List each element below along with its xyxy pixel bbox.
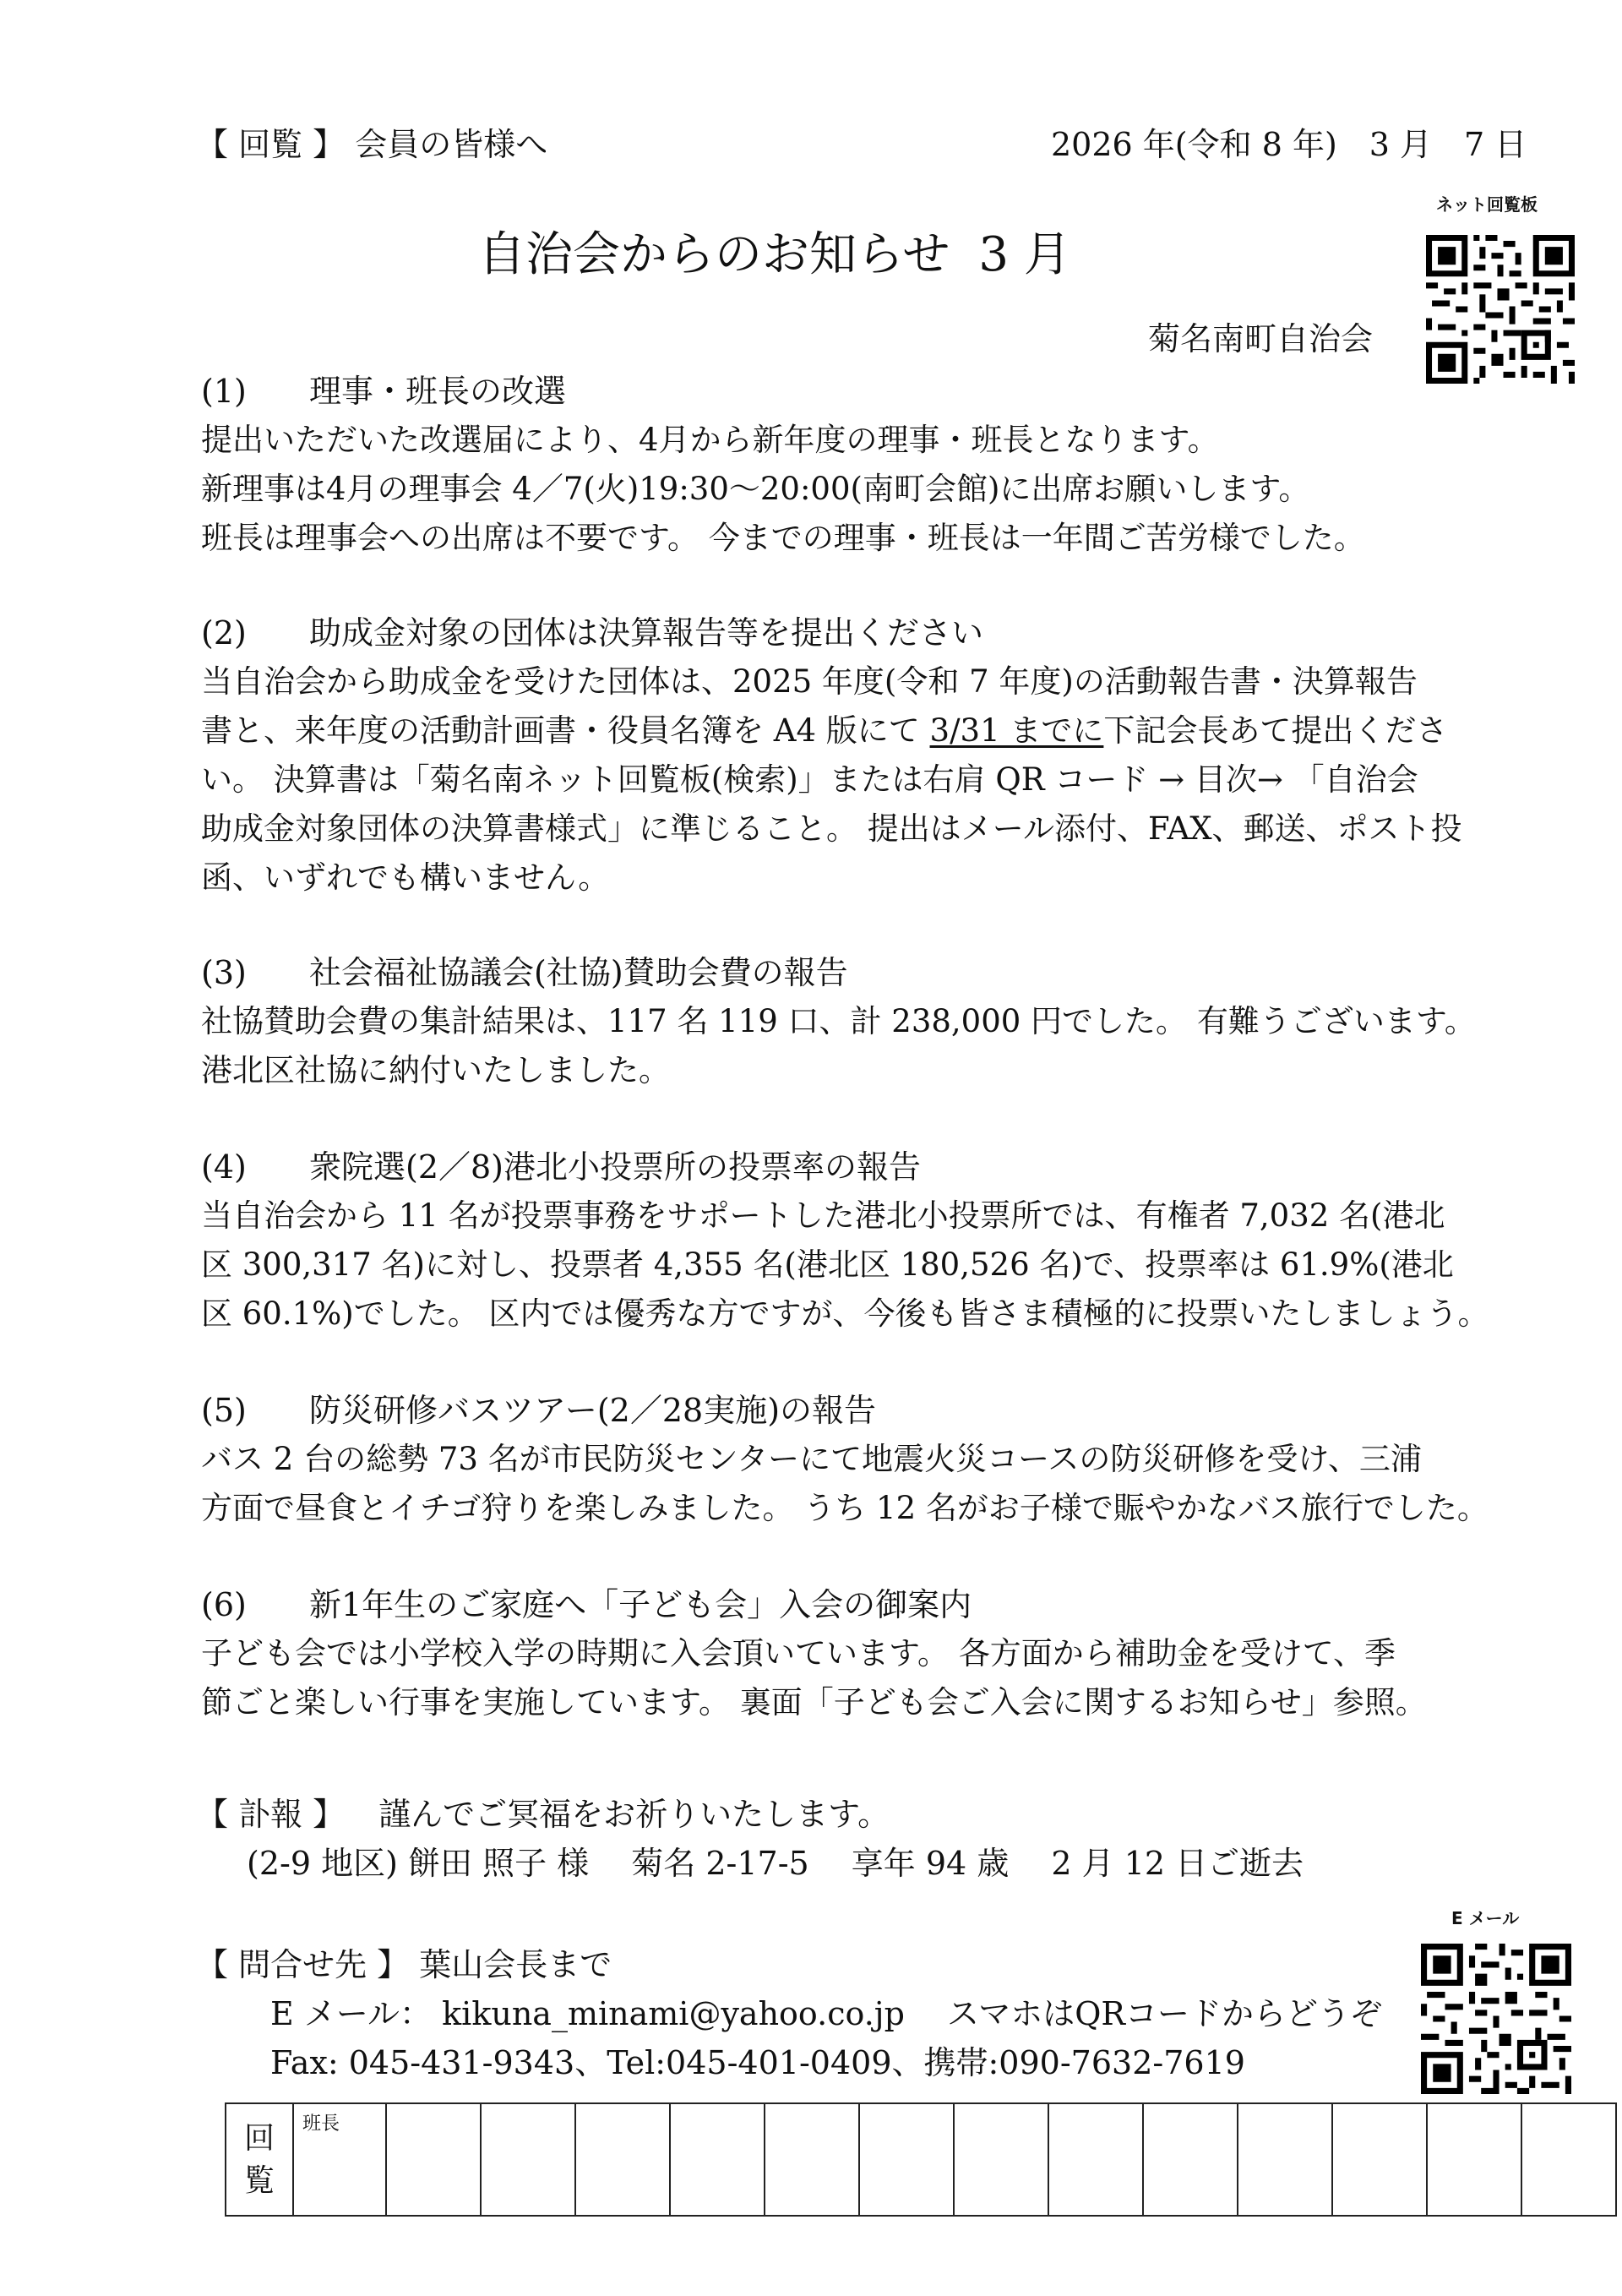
email-qr-code[interactable]	[1421, 1944, 1571, 2094]
circulation-box-label-line: 覧	[243, 2162, 275, 2198]
circulation-box-label-line: 回	[243, 2120, 275, 2156]
section-number: (6)	[201, 1586, 247, 1623]
section-line: 港北区社協に納付いたしました。	[201, 1052, 670, 1088]
stamp-cell[interactable]	[1427, 2103, 1521, 2216]
stamp-cell[interactable]	[1521, 2103, 1616, 2216]
section-line: 提出いただいた改選届により、4月から新年度の理事・班長となります。	[201, 422, 1219, 458]
section-heading	[201, 1580, 1561, 1629]
net-board-qr-code[interactable]	[1426, 235, 1575, 384]
stamp-cell[interactable]	[859, 2103, 954, 2216]
section-line: 書と、来年度の活動計画書・役員名簿を A4 版にて 3/31 までに下記会長あて提出くださ	[201, 712, 1448, 749]
section-line: 社協賛助会費の集計結果は、117 名 119 口、計 238,000 円でした。 有難うございます。	[201, 1003, 1476, 1039]
stamp-cell[interactable]	[670, 2103, 765, 2216]
page-title-main: 自治会からのお知らせ	[478, 227, 950, 282]
section-line: 助成金対象団体の決算書様式」に準じること。 提出はメール添付、FAX、郵送、ポスト投	[201, 810, 1462, 847]
stamp-cell[interactable]	[575, 2103, 670, 2216]
stamp-cell[interactable]	[1332, 2103, 1427, 2216]
obituary-detail: (2-9 地区) 餅田 照子 様 菊名 2-17-5 享年 94 歳 2 月 12 日ご逝去	[247, 1845, 1304, 1882]
page-title-month: 3 月	[978, 227, 1071, 282]
section-heading	[201, 948, 1561, 997]
circulation-stamp-table	[225, 2102, 1617, 2217]
contact-email-line: E メール： kikuna_minami@yahoo.co.jp スマホはQRコードからどうぞ	[270, 1995, 1382, 2032]
deadline-underline: 3/31 までに	[929, 712, 1104, 749]
contact-label: 【 問合せ先 】 葉山会長まで	[196, 1946, 612, 1983]
section-heading	[201, 367, 1561, 416]
section-title: 衆院選(2／8)港北小投票所の投票率の報告	[309, 1148, 922, 1186]
contact-phone-line: Fax: 045-431-9343、Tel:045-401-0409、携帯:090-7632-7619	[270, 2044, 1245, 2081]
section-heading	[201, 608, 1561, 657]
stamp-cell-hancho-label: 班長	[302, 2113, 340, 2135]
section-1	[201, 367, 1561, 563]
section-6	[201, 1580, 1561, 1727]
section-title: 防災研修バスツアー(2／28実施)の報告	[309, 1392, 877, 1429]
section-number: (1)	[201, 373, 247, 410]
section-heading	[201, 1386, 1561, 1435]
section-number: (3)	[201, 954, 247, 991]
section-number: (5)	[201, 1392, 247, 1429]
section-number: (4)	[201, 1148, 247, 1186]
section-line: バス 2 台の総勢 73 名が市民防災センターにて地震火災コースの防災研修を受け、三浦	[201, 1441, 1422, 1477]
stamp-cell[interactable]	[765, 2103, 859, 2216]
section-line: 子ども会では小学校入学の時期に入会頂いています。 各方面から補助金を受けて、季	[201, 1635, 1396, 1672]
section-line: 節ごと楽しい行事を実施しています。 裏面「子ども会ご入会に関するお知らせ」参照。	[201, 1684, 1427, 1721]
obituary-line	[196, 1796, 890, 1833]
section-4	[201, 1143, 1561, 1339]
section-line: 方面で昼食とイチゴ狩りを楽しみました。 うち 12 名がお子様で賑やかなバス旅行でした。	[201, 1490, 1489, 1526]
section-line: 区 60.1%)でした。 区内では優秀な方ですが、今後も皆さま積極的に投票いたしましょう。	[201, 1295, 1489, 1332]
section-5	[201, 1386, 1561, 1533]
section-title: 社会福祉協議会(社協)賛助会費の報告	[309, 954, 848, 991]
issue-date: 2026 年(令和 8 年) 3 月 7 日	[1051, 126, 1527, 163]
section-line: 区 300,317 名)に対し、投票者 4,355 名(港北区 180,526 名)で、投票率は 61.9%(港北	[201, 1246, 1454, 1283]
section-heading	[201, 1143, 1561, 1192]
section-3	[201, 948, 1561, 1095]
organization-name: 菊名南町自治会	[1148, 320, 1374, 357]
section-line: 班長は理事会への出席は不要です。 今までの理事・班長は一年間ご苦労様でした。	[201, 520, 1365, 556]
section-title: 助成金対象の団体は決算報告等を提出ください	[309, 614, 984, 652]
circulation-box-label	[226, 2103, 293, 2216]
qr-top-caption: ネット回覧板	[1436, 194, 1538, 215]
section-2	[201, 608, 1561, 903]
qr-email-caption: E メール	[1451, 1908, 1520, 1928]
section-line: 当自治会から助成金を受けた団体は、2025 年度(令和 7 年度)の活動報告書・決算報告	[201, 663, 1418, 700]
section-number: (2)	[201, 614, 247, 652]
section-line: 当自治会から 11 名が投票事務をサポートした港北小投票所では、有権者 7,032 名(港北	[201, 1197, 1445, 1234]
stamp-cell[interactable]	[1143, 2103, 1238, 2216]
stamp-cell-hancho[interactable]	[293, 2103, 386, 2216]
section-title: 理事・班長の改選	[309, 373, 567, 410]
stamp-cell[interactable]	[481, 2103, 575, 2216]
section-title: 新1年生のご家庭へ「子ども会」入会の御案内	[309, 1586, 972, 1623]
stamp-cell[interactable]	[386, 2103, 481, 2216]
stamp-cell[interactable]	[1048, 2103, 1143, 2216]
section-line: 函、いずれでも構いません。	[201, 859, 610, 896]
page-title	[478, 227, 1071, 282]
section-line: い。 決算書は「菊名南ネット回覧板(検索)」または右肩 QR コード → 目次→ 「自治会	[201, 761, 1418, 798]
section-line: 新理事は4月の理事会 4／7(火)19:30〜20:00(南町会館)に出席お願いします。	[201, 471, 1310, 507]
obituary-label: 【 訃報 】	[196, 1796, 346, 1833]
obituary-message: 謹んでご冥福をお祈りいたします。	[378, 1796, 890, 1833]
stamp-cell[interactable]	[954, 2103, 1048, 2216]
stamp-cell[interactable]	[1238, 2103, 1332, 2216]
circulation-label: 【 回覧 】 会員の皆様へ	[196, 126, 548, 163]
